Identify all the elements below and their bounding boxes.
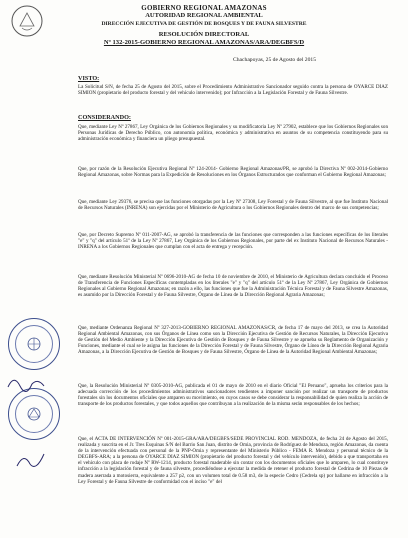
visto-heading: VISTO: xyxy=(78,75,100,82)
header-authority: AUTORIDAD REGIONAL AMBIENTAL xyxy=(145,12,263,19)
considerando-paragraph: Que, la Resolución Ministerial Nº 0305-2010-AG, publicada el 01 de mayo de 2010 en el diario Oficial "El Peruano", aprueba los criterios para la adecuada corrección de los procedimientos administrativos sancionadores tendientes a imponer sanción por realizar un transporte de productos forestales sin los documentos oficiales que amparen su movimiento, en cuyos casos se debe considerar la responsabilidad de quien realiza la acción de transporte de los productos forestales, y que todos aquellos que contribuyan a la realización de la misma serán responsables de los hechos; xyxy=(78,383,388,408)
resolution-title: RESOLUCIÓN DIRECTORAL xyxy=(158,31,250,38)
handwritten-signature xyxy=(14,448,48,472)
considerando-paragraph: Que, mediante Resolución Ministerial Nº 0696-2010-AG de fecha 10 de noviembre de 2010, el Ministerio de Agricultura declara concluido el Proceso de Transferencia de Funciones Específicas contempladas en los literales "e" y "q" del artículo 51º de la Ley Nº 27867, Ley Orgánica de Gobiernos Regionales al Gobierno Regional Amazonas; en razón a ello, las funciones que fue la Administración Técnica Forestal y de Fauna Silvestre Amazonas, es asumido por la Dirección Forestal y de Fauna Silvestre, Órgano de Línea de la Dirección Regional Agraria Amazonas; xyxy=(78,274,388,299)
considerando-paragraph: Que, por Decreto Supremo Nº 011-2007-AG, se aprobó la transferencia de las funciones que corresponden a las funciones específicas de los literales "e" y "q" del artículo 51º de la Ley Nº 27867, Ley Orgánica de los Gobiernos Regionales, por parte del ex Instituto Nacional de Recursos Naturales - INRENA a los Gobiernos Regionales que cumplan con el acta de entrega y recepción. xyxy=(78,232,388,251)
seal-emblem-icon xyxy=(19,329,49,359)
document-date: Chachapoyas, 25 de Agosto del 2015 xyxy=(233,57,316,63)
seal-emblem-icon xyxy=(19,399,49,429)
header-directorate: DIRECCIÓN EJECUTIVA DE GESTIÓN DE BOSQUES Y DE FAUNA SILVESTRE xyxy=(101,21,307,27)
handwritten-signature xyxy=(6,372,46,394)
considerando-paragraph: Que, mediante Ley 29376, se precisa que las funciones otorgadas por la Ley Nº 27308, Ley Forestal y de Fauna Silvestre, al que fue Instituto Nacional de Recursos Naturales (INRENA) son ejercidas por el Ministerio de Agricultura o los Gobiernos Regionales dentro del marco de sus competencias; xyxy=(78,199,388,212)
header-government: GOBIERNO REGIONAL AMAZONAS xyxy=(141,4,267,12)
resolution-number: Nº 132-2015-GOBIERNO REGIONAL AMAZONAS/ARA/DEGBFS/D xyxy=(103,39,305,46)
considerando-paragraph: Que, mediante Ordenanza Regional Nº 327-2013-GOBIERNO REGIONAL AMAZONAS/CR, de fecha 17 de mayo del 2013, se crea la Autoridad Regional Ambiental Amazonas, con sus Órganos de Línea como son la Dirección Ejecutiva de Gestión de Recursos Naturales, la Dirección Ejecutiva de Gestión del Medio Ambiente y la Dirección Ejecutiva de Gestión de Bosques y de Fauna Silvestre y se aprueba su Reglamento de Organización y Funciones, mediante el cual se le asigna las funciones de la Dirección Forestal y de Fauna Silvestre, Órgano de Línea de la Dirección Regional Agraria Amazonas, a la Dirección Ejecutiva de Gestión de Bosques y de Fauna Silvestre, Órgano de Línea de la Autoridad Regional Ambiental Amazonas; xyxy=(78,325,388,356)
visto-text: La Solicitud S/N, de fecha 25 de Agosto del 2015, sobre el Procedimiento Administrativo Sancionador seguido contra la persona de OYARCE DIAZ SIMION (propietario del producto forestal y del vehículo intervenido); por Infracción a la Legislación Forestal y de Fauna Silvestre. xyxy=(78,84,388,97)
resolution-title-block xyxy=(0,31,408,47)
considerando-paragraph: Que, mediante Ley Nº 27867, Ley Orgánica de los Gobiernos Regionales y su modificatoria Ley Nº 27902, establece que los Gobiernos Regionales son Personas Jurídicas de Derecho Público, con autonomía política, económica y administrativa en asuntos de su competencia constituyendo para su administración económica y financiera un pliego presupuestal. xyxy=(78,124,388,143)
official-seal-icon xyxy=(8,388,60,440)
considerando-paragraph: Que, por razón de la Resolución Ejecutiva Regional Nº 124-2014- Gobierno Regional Amazonas/PR, se aprobó la Directiva Nº 002-2014-Gobierno Regional Amazonas, sobre Normas para la Expedición de Resoluciones en los Órganos Estructurados que conforman el Gobierno Regional Amazonas; xyxy=(78,166,388,179)
considerando-paragraph: Que, el ACTA DE INTERVENCIÓN Nº 001-2015-GRA/ARA/DEGBFS/SEDE PROVINCIAL ROD. MENDOZA, de fecha 24 de Agosto del 2015, realizada y suscrita en el Jr. Tres Esquinas S/N del Barrio San Juan, distrito de Omia, provincia de Rodríguez de Mendoza, región Amazonas, da cuenta de la intervención efectuada con personal de la PNP-Omia y representante del Ministerio Público - FEMA R. Mendoza y personal técnico de la DEGBFS-ARA; a la persona de OYARCE DIAZ SIMION (propietario del producto forestal y del vehículo intervenido), debido a que transportaba en el vehículo con placa de rodaje Nº RW-1214, producto forestal maderable sin contar con los documentos oficiales que lo amparen, lo cual constituye infracción a la legislación forestal y de fauna silvestre, procediéndose a ejecutar la medida de retener el producto forestal de Cedrina de 10 Piezas de madera aserrada a motosierra, equivalente a 257 p2, con un volumen total de 0.58 m3, de la especie Cedro (Cedrela sp) por hallarse en infracción a la Ley Forestal y de Fauna Silvestre de conformidad con el inciso "e" del xyxy=(78,436,388,485)
official-seal-icon xyxy=(8,318,60,370)
letterhead xyxy=(0,4,408,28)
considerando-heading: CONSIDERANDO: xyxy=(78,114,131,121)
